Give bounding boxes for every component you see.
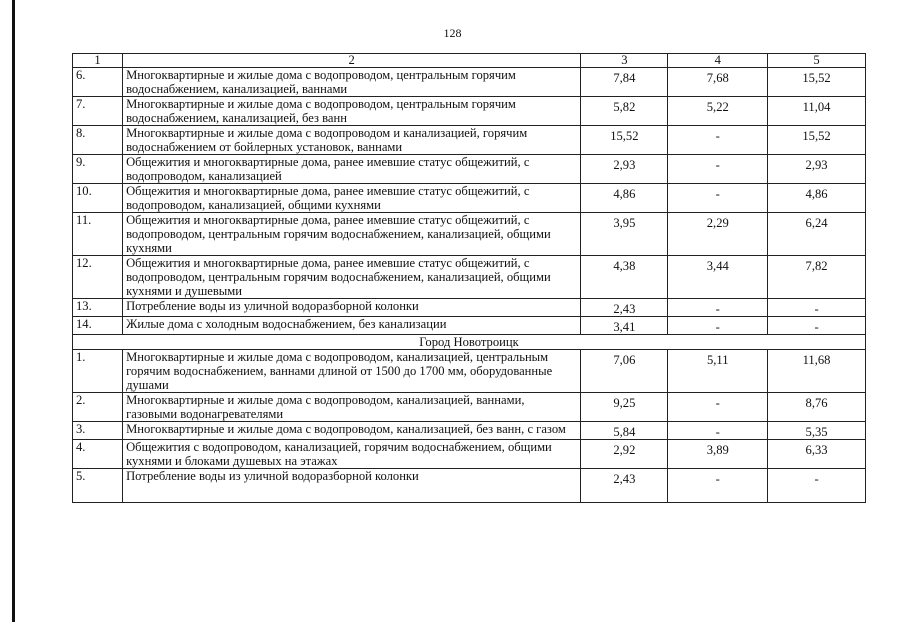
row-number: 6. <box>73 68 123 97</box>
value-col-4: 7,68 <box>668 68 768 97</box>
value-col-4: - <box>668 422 768 440</box>
value-col-4: - <box>668 155 768 184</box>
table-row <box>73 126 866 155</box>
table-row <box>73 317 866 335</box>
row-number: 2. <box>73 393 123 422</box>
table-row <box>73 469 866 503</box>
value-col-5: 7,82 <box>768 256 866 299</box>
row-description: Потребление воды из уличной водоразборной колонки <box>123 469 581 503</box>
value-col-4: - <box>668 317 768 335</box>
row-description: Многоквартирные и жилые дома с водопроводом, канализацией, центральным горячим водоснабжением, ваннами длиной от 1500 до 1700 мм, оборудованные душами <box>123 350 581 393</box>
row-number: 4. <box>73 440 123 469</box>
table-row <box>73 440 866 469</box>
row-description: Многоквартирные и жилые дома с водопроводом, центральным горячим водоснабжением, канализацией, без ванн <box>123 97 581 126</box>
section-row <box>73 335 866 350</box>
value-col-3: 5,82 <box>581 97 668 126</box>
table-row <box>73 256 866 299</box>
row-number: 7. <box>73 97 123 126</box>
row-description: Многоквартирные и жилые дома с водопроводом, канализацией, без ванн, с газом <box>123 422 581 440</box>
row-number: 3. <box>73 422 123 440</box>
row-number: 13. <box>73 299 123 317</box>
table-row <box>73 97 866 126</box>
column-header: 4 <box>668 54 768 68</box>
value-col-3: 4,38 <box>581 256 668 299</box>
row-number: 8. <box>73 126 123 155</box>
row-description: Общежития и многоквартирные дома, ранее имевшие статус общежитий, с водопроводом, канализацией, общими кухнями <box>123 184 581 213</box>
value-col-5: 8,76 <box>768 393 866 422</box>
table-row <box>73 184 866 213</box>
row-number: 5. <box>73 469 123 503</box>
value-col-3: 2,93 <box>581 155 668 184</box>
table-row <box>73 299 866 317</box>
value-col-4: 2,29 <box>668 213 768 256</box>
value-col-4: - <box>668 299 768 317</box>
value-col-5: 11,68 <box>768 350 866 393</box>
row-number: 9. <box>73 155 123 184</box>
tariff-table <box>72 53 866 503</box>
value-col-5: 15,52 <box>768 68 866 97</box>
value-col-3: 9,25 <box>581 393 668 422</box>
binding-edge-line <box>12 0 15 622</box>
value-col-5: - <box>768 469 866 503</box>
value-col-5: 11,04 <box>768 97 866 126</box>
row-number: 14. <box>73 317 123 335</box>
row-number: 1. <box>73 350 123 393</box>
value-col-3: 7,84 <box>581 68 668 97</box>
row-number: 10. <box>73 184 123 213</box>
row-description: Потребление воды из уличной водоразборной колонки <box>123 299 581 317</box>
table-row <box>73 68 866 97</box>
column-header: 1 <box>73 54 123 68</box>
row-description: Общежития и многоквартирные дома, ранее имевшие статус общежитий, с водопроводом, центральным горячим водоснабжением, канализацией, общими кухнями и душевыми <box>123 256 581 299</box>
column-header: 5 <box>768 54 866 68</box>
value-col-3: 4,86 <box>581 184 668 213</box>
value-col-3: 7,06 <box>581 350 668 393</box>
column-header: 3 <box>581 54 668 68</box>
value-col-5: 5,35 <box>768 422 866 440</box>
value-col-5: - <box>768 299 866 317</box>
value-col-4: 3,89 <box>668 440 768 469</box>
value-col-5: 15,52 <box>768 126 866 155</box>
table-row <box>73 155 866 184</box>
value-col-3: 15,52 <box>581 126 668 155</box>
row-description: Многоквартирные и жилые дома с водопроводом, канализацией, ваннами, газовыми водонагревателями <box>123 393 581 422</box>
value-col-5: 6,24 <box>768 213 866 256</box>
row-description: Общежития и многоквартирные дома, ранее имевшие статус общежитий, с водопроводом, центральным горячим водоснабжением, канализацией, общими кухнями <box>123 213 581 256</box>
value-col-5: 4,86 <box>768 184 866 213</box>
row-description: Многоквартирные и жилые дома с водопроводом, центральным горячим водоснабжением, канализацией, ваннами <box>123 68 581 97</box>
row-number: 11. <box>73 213 123 256</box>
row-description: Жилые дома с холодным водоснабжением, без канализации <box>123 317 581 335</box>
value-col-3: 5,84 <box>581 422 668 440</box>
value-col-4: - <box>668 393 768 422</box>
row-number: 12. <box>73 256 123 299</box>
value-col-4: 3,44 <box>668 256 768 299</box>
value-col-5: 6,33 <box>768 440 866 469</box>
row-description: Общежития с водопроводом, канализацией, горячим водоснабжением, общими кухнями и блоками душевых на этажах <box>123 440 581 469</box>
table-header-row <box>73 54 866 68</box>
value-col-4: - <box>668 469 768 503</box>
table-row <box>73 422 866 440</box>
table-row <box>73 393 866 422</box>
value-col-3: 2,43 <box>581 469 668 503</box>
table-row <box>73 350 866 393</box>
value-col-4: 5,11 <box>668 350 768 393</box>
row-description: Общежития и многоквартирные дома, ранее имевшие статус общежитий, с водопроводом, канализацией <box>123 155 581 184</box>
table-row <box>73 213 866 256</box>
value-col-4: - <box>668 184 768 213</box>
value-col-4: 5,22 <box>668 97 768 126</box>
section-title: Город Новотроицк <box>73 335 866 350</box>
value-col-4: - <box>668 126 768 155</box>
value-col-3: 2,43 <box>581 299 668 317</box>
value-col-3: 2,92 <box>581 440 668 469</box>
value-col-3: 3,95 <box>581 213 668 256</box>
value-col-5: 2,93 <box>768 155 866 184</box>
page-number: 128 <box>443 26 462 40</box>
value-col-3: 3,41 <box>581 317 668 335</box>
value-col-5: - <box>768 317 866 335</box>
column-header: 2 <box>123 54 581 68</box>
row-description: Многоквартирные и жилые дома с водопроводом и канализацией, горячим водоснабжением от бойлерных установок, ваннами <box>123 126 581 155</box>
